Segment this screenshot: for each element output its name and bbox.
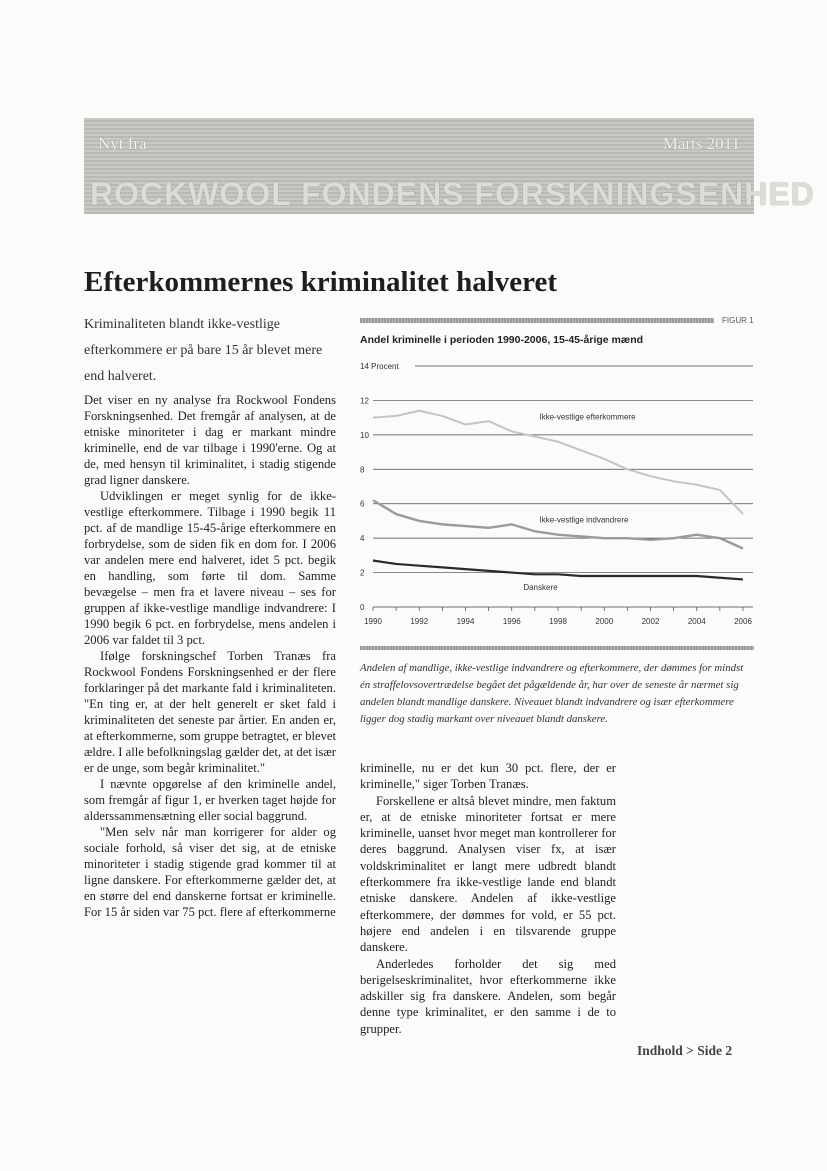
x-tick-label: 2006 xyxy=(734,617,752,626)
figure-top-rule xyxy=(360,318,714,323)
y-tick-label: 6 xyxy=(360,499,365,509)
page-navigation[interactable]: Indhold > Side 2 xyxy=(637,1043,733,1058)
y-tick-label: 10 xyxy=(360,430,369,440)
banner-date: Marts 2011 xyxy=(662,134,740,153)
series-label: Danskere xyxy=(523,582,558,592)
x-tick-label: 1994 xyxy=(456,617,475,626)
paragraph: Forskellene er altså blevet mindre, men faktum er, at de etniske minoriteter fortsat er mere kriminelle, uanset hvor meget man kontrollerer for deres baggrund. Analysen viser fx, at især voldskriminalitet er langt mere udbredt blandt efterkommere fra ikke-vestlige lande end blandt etniske danskere. Andelen af ikke-vestlige efterkommere, der dømmes for vold, er 55 pct. højere end andelen i en tilsvarende gruppe danskere. xyxy=(360,793,616,955)
paragraph: "Men selv når man korrigerer for alder og sociale forhold, så viser det sig, at de etniske minoriteter i stadig stigende grad kommer til at ligne danskere. For efterkommerne gælder det, at en større del end danskerne fortsat er kriminelle. For 15 år siden var 75 pct. flere af efterkommerne xyxy=(84,825,336,919)
x-tick-label: 1992 xyxy=(410,617,429,626)
x-tick-label: 1998 xyxy=(549,617,567,626)
line-chart xyxy=(355,352,755,632)
x-tick-label: 2004 xyxy=(687,617,706,626)
y-tick-label: 8 xyxy=(360,465,365,475)
series-label: Ikke-vestlige indvandrere xyxy=(539,515,629,525)
banner-nyt-fra: Nyt fra xyxy=(98,134,147,153)
series-label: Ikke-vestlige efterkommere xyxy=(539,412,636,422)
figure-label: FIGUR 1 xyxy=(722,316,754,325)
newsletter-banner xyxy=(84,118,815,214)
figure-caption: Andelen af mandlige, ikke-vestlige indvandrere og efterkommere, der dømmes for mindst én straffelovsovertrædelse begået det pågældende år, har over de seneste år nærmet sig andelen blandt mandlige danskere. Niveauet blandt indvandrere og især efterkommere ligger dog stadig markant over niveauet blandt danskere. xyxy=(360,662,744,725)
chart-title: Andel kriminelle i perioden 1990-2006, 15-45-årige mænd xyxy=(360,334,644,346)
paragraph: Anderledes forholder det sig med berigelseskriminalitet, hvor efterkommerne ikke adskiller sig fra danskere. Andelen, som begår denne type kriminalitet, er den samme i de to grupper. xyxy=(360,956,616,1036)
series-line xyxy=(373,561,743,580)
y-tick-label: 0 xyxy=(360,603,365,612)
article-column-2 xyxy=(360,760,616,1037)
series-line xyxy=(373,411,743,514)
paragraph: kriminelle, nu er det kun 30 pct. flere, der er kriminelle," siger Torben Tranæs. xyxy=(360,761,616,792)
article-lead: Kriminaliteten blandt ikke-vestlige efterkommere er på bare 15 år blevet mere end halveret. xyxy=(84,317,323,384)
paragraph: I nævnte opgørelse af den kriminelle andel, som fremgår af figur 1, er hverken taget højde for alderssammensætning eller social baggrund. xyxy=(84,777,336,823)
y-tick-label: 4 xyxy=(360,534,365,544)
paragraph: Det viser en ny analyse fra Rockwool Fondens Forskningsenhed. Det fremgår af analysen, at de etniske minoriteter i dag er markant mindre kriminelle, end de var tilbage i 1990'erne. Og at de, med hensyn til kriminalitet, i stadig stigende grad ligner danskere. xyxy=(84,393,336,487)
y-tick-label: 12 xyxy=(360,396,369,406)
x-tick-label: 2002 xyxy=(641,617,660,626)
x-tick-label: 2000 xyxy=(595,617,614,626)
y-tick-label: 2 xyxy=(360,568,365,578)
x-tick-label: 1990 xyxy=(364,617,382,626)
paragraph: Udviklingen er meget synlig for de ikke-vestlige efterkommere. Tilbage i 1990 begik 11 pct. af de mandlige 15-45-årige efterkommere en forbrydelse, som de siden fik en dom for. I 2006 var andelen mere end halveret, idet 5 pct. begik en handling, som førte til dom. Samme bevægelse – men fra et lavere niveau – ses for gruppen af ikke-vestlige mandlige indvandrere: I 1990 begik 6 pct. en forbrydelse, mens andelen i 2006 var faldet til 3 pct. xyxy=(84,489,336,647)
figure-bottom-rule xyxy=(360,646,754,650)
article-title: Efterkommernes kriminalitet halveret xyxy=(84,266,558,298)
paragraph: Ifølge forskningschef Torben Tranæs fra Rockwool Fondens Forskningsenhed er der flere forklaringer på det markante fald i kriminaliteten. "En ting er, at der helt generelt er sket fald i kriminaliteten det seneste par årtier. En anden er, at efterkommerne, som gruppe betragtet, er blevet ældre. I alle befolkningslag gælder det, at det især er de unge, som begår kriminalitet." xyxy=(84,649,336,775)
x-tick-label: 1996 xyxy=(502,617,521,626)
banner-institution: ROCKWOOL FONDENS FORSKNINGSENHED xyxy=(90,176,815,212)
y-axis-top-label: 14 Procent xyxy=(360,362,399,371)
article-column-1 xyxy=(84,392,336,920)
